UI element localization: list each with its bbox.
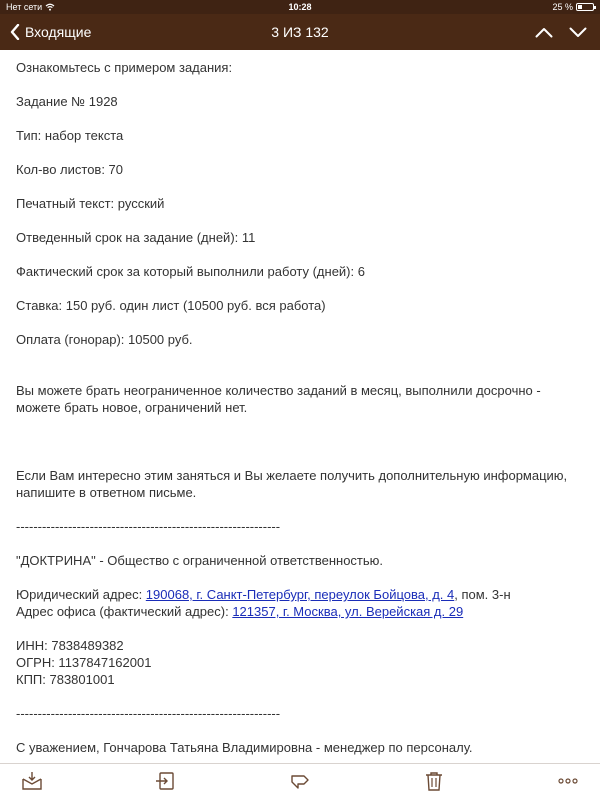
chevron-up-icon	[535, 27, 553, 38]
battery-cap	[594, 6, 596, 9]
task-payment: Оплата (гонорар): 10500 руб.	[16, 332, 193, 347]
move-icon	[155, 771, 177, 791]
task-rate: Ставка: 150 руб. один лист (10500 руб. вся работа)	[16, 298, 326, 313]
delete-button[interactable]	[414, 766, 454, 796]
reply-icon	[289, 771, 311, 791]
carrier-label: Нет сети	[6, 2, 43, 12]
battery-label: 25 %	[552, 2, 573, 12]
task-actual-term: Фактический срок за который выполнили работу (дней): 6	[16, 264, 365, 279]
next-message-button[interactable]	[568, 22, 588, 42]
office-address	[16, 603, 584, 620]
message-body[interactable]	[0, 50, 600, 763]
move-to-folder-icon	[21, 771, 43, 791]
nav-arrows	[534, 22, 600, 42]
back-button[interactable]	[0, 24, 91, 40]
task-allotted-term: Отведенный срок на задание (дней): 11	[16, 230, 256, 245]
task-type: Тип: набор текста	[16, 128, 124, 143]
legal-address-label: Юридический адрес:	[16, 587, 146, 602]
task-number: Задание № 1928	[16, 94, 118, 109]
ogrn-text: ОГРН: 1137847162001	[16, 655, 152, 670]
more-icon	[558, 778, 578, 784]
intro-text: Ознакомьтесь с примером задания:	[16, 60, 233, 75]
previous-message-button[interactable]	[534, 22, 554, 42]
move-button[interactable]	[146, 766, 186, 796]
move-to-folder-button[interactable]	[12, 766, 52, 796]
chevron-down-icon	[569, 27, 587, 38]
legal-address-suffix: , пом. 3-н	[454, 587, 511, 602]
battery-fill	[578, 5, 582, 9]
task-print-text: Печатный текст: русский	[16, 196, 165, 211]
wifi-icon	[45, 3, 55, 11]
office-address-link[interactable]: 121357, г. Москва, ул. Верейская д. 29	[232, 604, 464, 619]
separator-bottom: -------------------------------------------------------------	[16, 706, 281, 721]
more-button[interactable]	[548, 766, 588, 796]
interest-text: Если Вам интересно этим заняться и Вы желаете получить дополнительную информацию, напишите в ответном письме.	[16, 468, 568, 500]
message-counter: 3 ИЗ 132	[271, 24, 329, 40]
reply-button[interactable]	[280, 766, 320, 796]
chevron-left-icon	[10, 24, 20, 40]
separator-top: -------------------------------------------------------------	[16, 519, 281, 534]
kpp-text: КПП: 783801001	[16, 672, 115, 687]
signature-text: С уважением, Гончарова Татьяна Владимировна - менеджер по персоналу.	[16, 740, 473, 755]
task-sheets: Кол-во листов: 70	[16, 162, 124, 177]
status-left	[6, 2, 55, 12]
nav-bar	[0, 14, 600, 50]
back-label: Входящие	[25, 24, 92, 40]
legal-address-link[interactable]: 190068, г. Санкт-Петербург, переулок Бойцова, д. 4	[145, 587, 455, 602]
bottom-toolbar	[0, 763, 600, 798]
unlimited-text: Вы можете брать неограниченное количество заданий в месяц, выполнили досрочно - можете брать новое, ограничений нет.	[16, 383, 541, 415]
legal-address	[16, 586, 584, 603]
office-address-label: Адрес офиса (фактический адрес):	[16, 604, 233, 619]
status-time: 10:28	[288, 2, 312, 12]
company-name: "ДОКТРИНА" - Общество с ограниченной ответственностью.	[16, 553, 384, 568]
trash-icon	[425, 771, 443, 791]
status-bar	[0, 0, 600, 14]
status-right	[552, 2, 594, 12]
inn-text: ИНН: 7838489382	[16, 638, 124, 653]
battery-icon	[576, 3, 594, 11]
